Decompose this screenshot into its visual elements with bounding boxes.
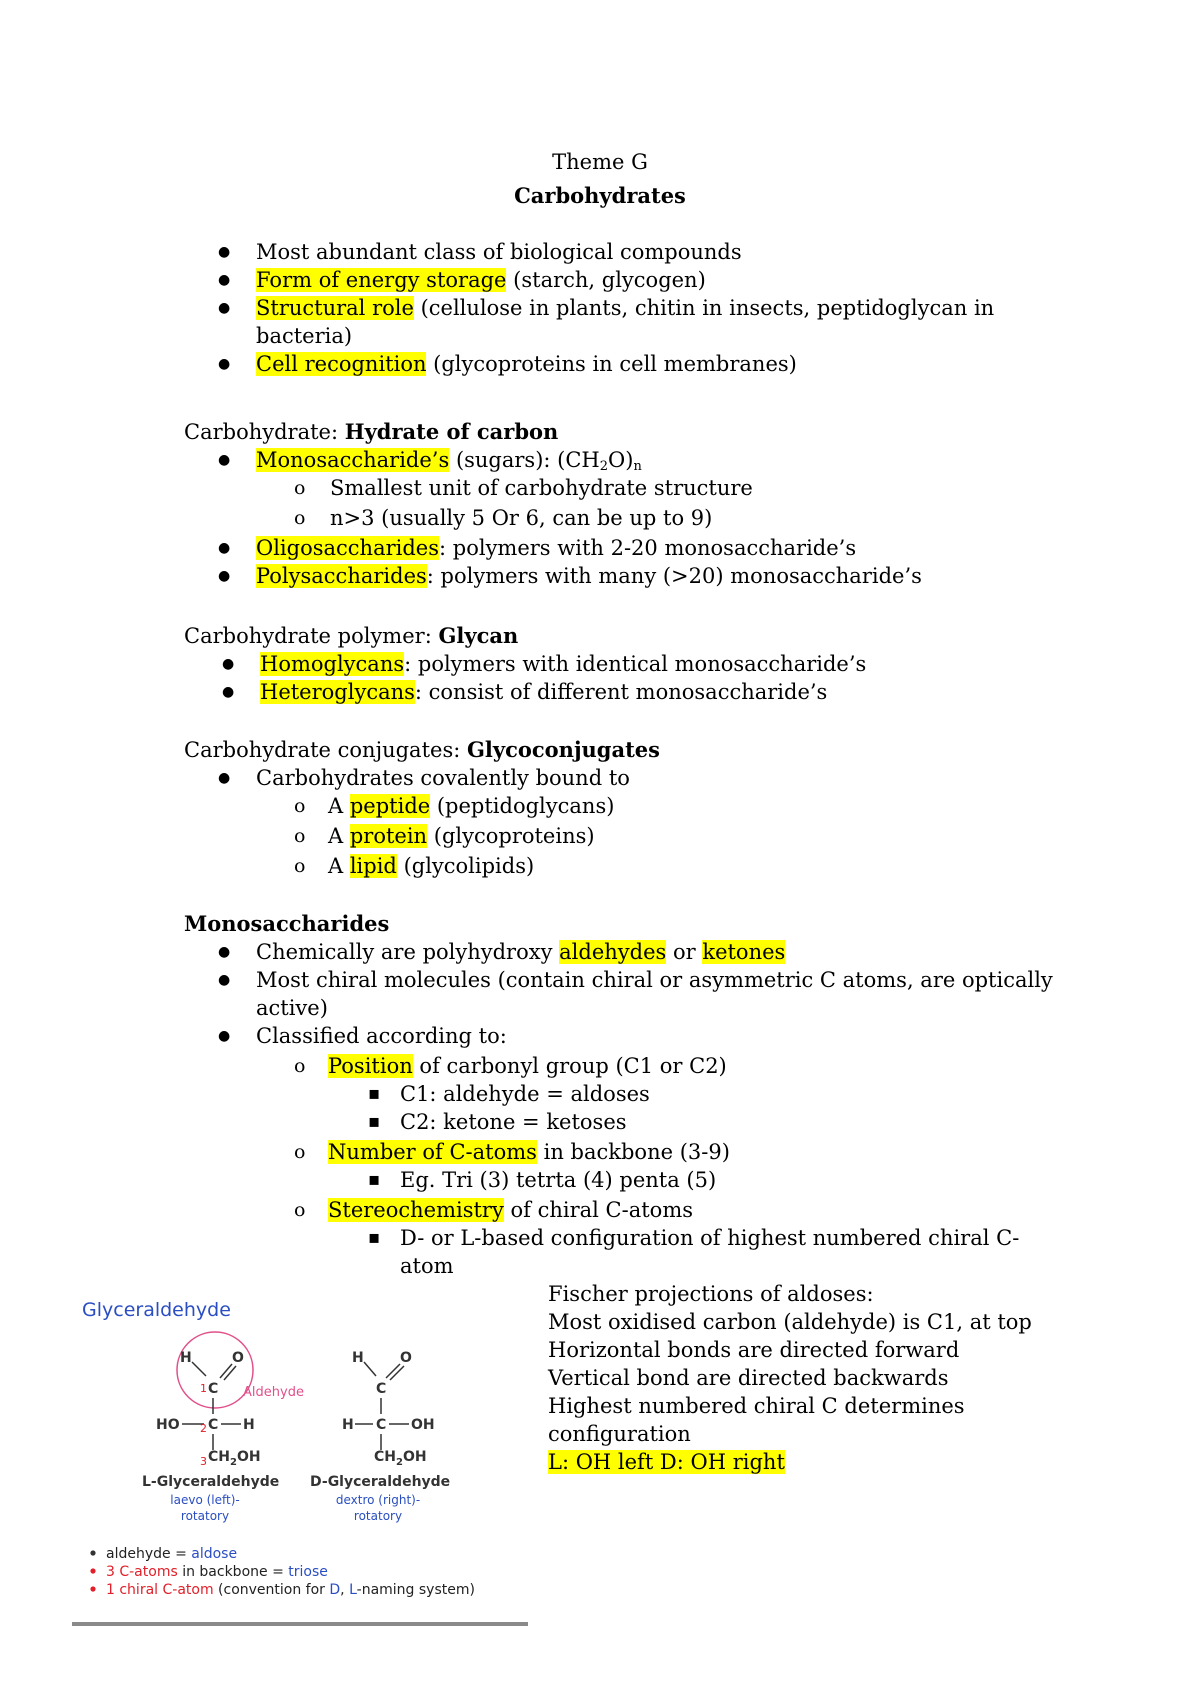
chiral-bullet-cont: active) — [256, 996, 328, 1020]
carbon-number-2: 2 — [200, 1422, 207, 1435]
note-c-atoms: 3 C-atoms in backbone = triose — [106, 1564, 328, 1580]
carbon-number-3: 3 — [200, 1455, 207, 1468]
mono-sub-1: Smallest unit of carbohydrate structure — [330, 476, 753, 500]
d-desc-2: rotatory — [353, 1509, 403, 1523]
atom-o: O — [400, 1350, 412, 1366]
section1-heading: Carbohydrate: Hydrate of carbon — [184, 419, 559, 444]
circle-bullet-icon — [294, 1196, 305, 1226]
position-item: Position of carbonyl group (C1 or C2) — [328, 1054, 727, 1078]
atom-ho: HO — [156, 1417, 180, 1433]
square-bullet-icon — [368, 1224, 380, 1253]
oligo-bullet: Oligosaccharides: polymers with 2-20 monosaccharide’s — [256, 536, 857, 560]
note-bullet-icon — [90, 1586, 95, 1591]
aldoses-item: C1: aldehyde = aldoses — [400, 1082, 650, 1106]
bond-line — [390, 1366, 404, 1380]
bond-line — [224, 1366, 236, 1380]
carbon-number-1: 1 — [200, 1382, 207, 1395]
note-bullet-icon — [90, 1550, 95, 1555]
ketoses-item: C2: ketone = ketoses — [400, 1110, 627, 1134]
section3-heading: Carbohydrate conjugates: Glycoconjugates — [184, 737, 660, 762]
c-atoms-item: Number of C-atoms in backbone (3-9) — [328, 1140, 730, 1164]
bond-line — [220, 1364, 232, 1378]
atom-h: H — [342, 1417, 354, 1433]
circle-bullet-icon — [294, 792, 305, 822]
circle-bullet-icon — [294, 1138, 305, 1168]
note-bullet-icon — [90, 1568, 95, 1573]
homoglycans-bullet: Homoglycans: polymers with identical monosaccharide’s — [260, 652, 867, 676]
bullet-icon — [218, 562, 230, 590]
heteroglycans-bullet: Heteroglycans: consist of different monosaccharide’s — [260, 680, 828, 704]
ch2oh-group: $CH_2OH$ — [374, 1449, 427, 1468]
circle-bullet-icon — [294, 1052, 305, 1082]
bullet-icon — [218, 1022, 230, 1050]
bullet-icon — [218, 446, 230, 474]
ch2oh-group: $CH_2OH$ — [208, 1449, 261, 1468]
theme-title: Theme G — [552, 150, 648, 174]
mono-bullet: Monosaccharide’s (sugars): $(CH_2O)_n$ — [256, 448, 642, 474]
bond-line — [364, 1362, 376, 1376]
bullet-icon — [218, 764, 230, 792]
bullet-icon — [218, 294, 230, 322]
conjugate-peptide: A peptide (peptidoglycans) — [328, 794, 615, 818]
tri-tetra-item: Eg. Tri (3) tetrta (4) penta (5) — [400, 1168, 717, 1192]
note-aldehyde: aldehyde = aldose — [106, 1546, 238, 1562]
bullet-icon — [218, 350, 230, 378]
subject-title: Carbohydrates — [514, 183, 686, 208]
bullet-icon — [218, 534, 230, 562]
circle-bullet-icon — [294, 852, 305, 882]
intro-bullet-2: Form of energy storage (starch, glycogen) — [256, 268, 706, 292]
intro-bullet-3-cont: bacteria) — [256, 324, 353, 348]
conjugate-protein: A protein (glycoproteins) — [328, 824, 595, 848]
d-glyceraldehyde-name: D-Glyceraldehyde — [310, 1474, 451, 1490]
glyceraldehyde-figure — [60, 1290, 580, 1620]
circle-bullet-icon — [294, 474, 305, 504]
bullet-icon — [218, 966, 230, 994]
aldehyde-label: Aldehyde — [243, 1385, 304, 1400]
atom-oh: OH — [411, 1417, 435, 1433]
bond-line — [192, 1362, 206, 1376]
fischer-line-4: Vertical bond are directed backwards — [548, 1366, 949, 1390]
square-bullet-icon — [368, 1166, 380, 1195]
l-desc-2: rotatory — [180, 1509, 230, 1523]
chiral-bullet: Most chiral molecules (contain chiral or asymmetric C atoms, are optically — [256, 968, 1053, 992]
atom-h: H — [243, 1417, 255, 1433]
fischer-line-1: Fischer projections of aldoses: — [548, 1282, 874, 1306]
bullet-icon — [218, 938, 230, 966]
atom-h: H — [180, 1350, 192, 1366]
conjugates-bullet: Carbohydrates covalently bound to — [256, 766, 630, 790]
note-chiral: 1 chiral C-atom (convention for D, L-naming system) — [106, 1582, 475, 1598]
bond-line — [386, 1364, 400, 1378]
classified-bullet: Classified according to: — [256, 1024, 507, 1048]
intro-bullet-3: Structural role (cellulose in plants, chitin in insects, peptidoglycan in — [256, 296, 995, 320]
poly-bullet: Polysaccharides: polymers with many (>20) monosaccharide’s — [256, 564, 922, 588]
fischer-highlight: L: OH left D: OH right — [548, 1450, 785, 1474]
atom-h: H — [352, 1350, 364, 1366]
chemically-bullet: Chemically are polyhydroxy aldehydes or ketones — [256, 940, 786, 964]
bullet-icon — [218, 238, 230, 266]
conjugate-lipid: A lipid (glycolipids) — [328, 854, 535, 878]
section2-heading: Carbohydrate polymer: Glycan — [184, 623, 519, 648]
circle-bullet-icon — [294, 822, 305, 852]
intro-bullet-4: Cell recognition (glycoproteins in cell membranes) — [256, 352, 797, 376]
atom-c1: C — [208, 1381, 219, 1397]
fischer-line-6: configuration — [548, 1422, 691, 1446]
d-desc-1: dextro (right)- — [335, 1493, 421, 1507]
stereochemistry-item: Stereochemistry of chiral C-atoms — [328, 1198, 694, 1222]
atom-c2: C — [208, 1417, 219, 1433]
circle-bullet-icon — [294, 504, 305, 534]
figure-divider — [72, 1622, 528, 1626]
fischer-line-5: Highest numbered chiral C determines — [548, 1394, 965, 1418]
atom-c2: C — [376, 1417, 387, 1433]
atom-o: O — [232, 1350, 244, 1366]
atom-c1: C — [376, 1381, 387, 1397]
bullet-icon — [222, 650, 234, 678]
square-bullet-icon — [368, 1080, 380, 1109]
d-l-config-item: D- or L-based configuration of highest numbered chiral C- — [400, 1226, 1020, 1250]
figure-title: Glyceraldehyde — [82, 1299, 231, 1321]
mono-sub-2: n>3 (usually 5 Or 6, can be up to 9) — [330, 506, 713, 530]
bullet-icon — [222, 678, 234, 706]
l-desc-1: laevo (left)- — [170, 1493, 240, 1507]
square-bullet-icon — [368, 1108, 380, 1137]
fischer-line-3: Horizontal bonds are directed forward — [548, 1338, 960, 1362]
monosaccharides-heading: Monosaccharides — [184, 911, 390, 936]
l-glyceraldehyde-name: L-Glyceraldehyde — [142, 1474, 280, 1490]
bullet-icon — [218, 266, 230, 294]
fischer-line-2: Most oxidised carbon (aldehyde) is C1, at top — [548, 1310, 1032, 1334]
d-l-config-cont: atom — [400, 1254, 454, 1278]
intro-bullet-1: Most abundant class of biological compounds — [256, 240, 742, 264]
